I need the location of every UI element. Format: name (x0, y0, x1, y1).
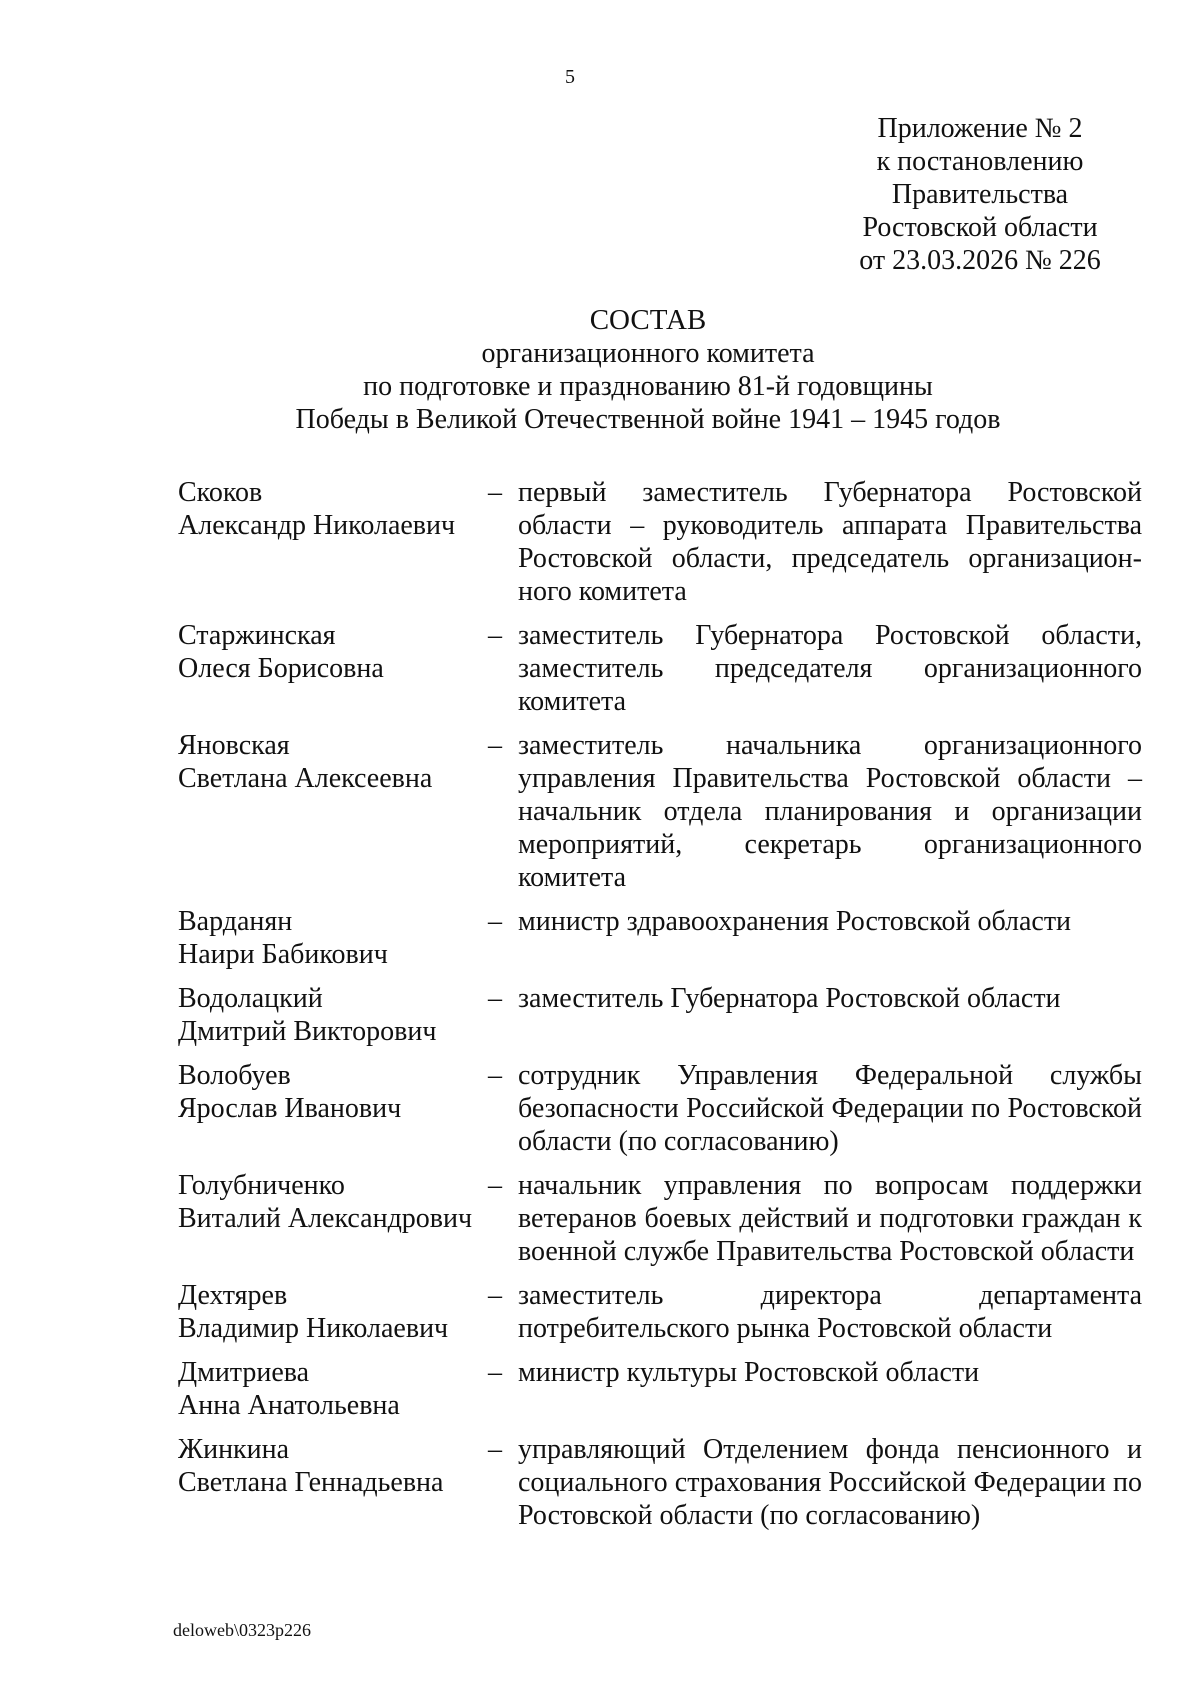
member-given-names: Виталий Александрович (178, 1203, 473, 1234)
member-role: заместитель Губернатора Ростовской области, заместитель председателя организационного комитета (518, 620, 1142, 717)
member-name (178, 1433, 488, 1532)
member-given-names: Анна Анатольевна (178, 1390, 400, 1421)
member-surname: Варданян (178, 906, 293, 937)
member-given-names: Светлана Алексеевна (178, 763, 433, 794)
committee-member (178, 1279, 1142, 1345)
member-given-names: Александр Николаевич (178, 510, 456, 541)
member-name (178, 1059, 488, 1158)
title-line-2: организационного комитета (481, 338, 815, 369)
committee-member-list (178, 476, 1142, 1543)
member-role: первый заместитель Губернатора Ростовской области – руководитель аппарата Правительства Ростовской области, председатель организационного комитета (518, 477, 1142, 607)
member-role: министр здравоохранения Ростовской области (518, 906, 1072, 937)
member-dash: – (488, 1357, 502, 1388)
member-dash: – (488, 1060, 502, 1091)
member-name (178, 619, 488, 718)
committee-member (178, 905, 1142, 971)
member-dash: – (488, 730, 502, 761)
member-surname: Дехтярев (178, 1280, 288, 1311)
member-name (178, 1356, 488, 1422)
title-line-3: по подготовке и празднованию 81-й годовщины (363, 371, 933, 402)
member-name (178, 729, 488, 894)
document-title (0, 304, 1200, 436)
committee-member (178, 1356, 1142, 1422)
member-surname: Волобуев (178, 1060, 291, 1091)
member-surname: Дмитриева (178, 1357, 310, 1388)
member-role: заместитель Губернатора Ростовской области (518, 983, 1061, 1014)
member-name (178, 476, 488, 608)
member-dash: – (488, 1170, 502, 1201)
committee-member (178, 982, 1142, 1048)
page-number: 5 (565, 66, 575, 88)
appendix-region: Ростовской области (862, 212, 1098, 243)
member-surname: Яновская (178, 730, 290, 761)
appendix-header (770, 112, 1190, 277)
member-name (178, 1169, 488, 1268)
member-role: сотрудник Управления Федеральной службы безопасности Российской Федерации по Ростовской области (по согласованию) (518, 1060, 1142, 1157)
member-given-names: Олеся Борисовна (178, 653, 384, 684)
member-given-names: Владимир Николаевич (178, 1313, 449, 1344)
member-surname: Скоков (178, 477, 263, 508)
member-dash: – (488, 906, 502, 937)
member-name (178, 982, 488, 1048)
committee-member (178, 619, 1142, 718)
title-main: СОСТАВ (589, 304, 707, 336)
committee-member (178, 476, 1142, 608)
member-name (178, 1279, 488, 1345)
committee-member (178, 1059, 1142, 1158)
member-role: заместитель директора департамента потребительского рынка Ростовской области (518, 1280, 1142, 1344)
member-surname: Водолацкий (178, 983, 323, 1014)
title-line-4: Победы в Великой Отечественной войне 1941 – 1945 годов (295, 404, 1001, 435)
member-role: министр культуры Ростовской области (518, 1357, 980, 1388)
appendix-to-resolution: к постановлению (876, 146, 1084, 177)
committee-member (178, 729, 1142, 894)
member-given-names: Дмитрий Викторович (178, 1016, 437, 1047)
member-given-names: Ярослав Иванович (178, 1093, 402, 1124)
member-surname: Голубниченко (178, 1170, 345, 1201)
member-dash: – (488, 620, 502, 651)
member-role: начальник управления по вопросам поддержки ветеранов боевых действий и подготовки граждан к военной службе Правительства Ростовской области (518, 1170, 1142, 1267)
member-name (178, 905, 488, 971)
member-dash: – (488, 1280, 502, 1311)
appendix-government: Правительства (891, 179, 1069, 210)
member-surname: Старжинская (178, 620, 336, 651)
appendix-date-number: от 23.03.2026 № 226 (859, 245, 1101, 276)
committee-member (178, 1169, 1142, 1268)
member-dash: – (488, 477, 502, 508)
member-given-names: Наири Бабикович (178, 939, 388, 970)
member-role: управляющий Отделением фонда пенсионного и социального страхования Российской Федерации по Ростовской области (по согласованию) (518, 1434, 1142, 1531)
appendix-number: Приложение № 2 (877, 113, 1083, 144)
member-dash: – (488, 1434, 502, 1465)
member-given-names: Светлана Геннадьевна (178, 1467, 444, 1498)
document-code: deloweb\0323p226 (173, 1620, 311, 1640)
member-surname: Жинкина (178, 1434, 290, 1465)
member-dash: – (488, 983, 502, 1014)
committee-member (178, 1433, 1142, 1532)
member-role: заместитель начальника организационного управления Правительства Ростовской области – начальник отдела планирования и организации мероприятий, секретарь организационного комитета (518, 730, 1142, 893)
